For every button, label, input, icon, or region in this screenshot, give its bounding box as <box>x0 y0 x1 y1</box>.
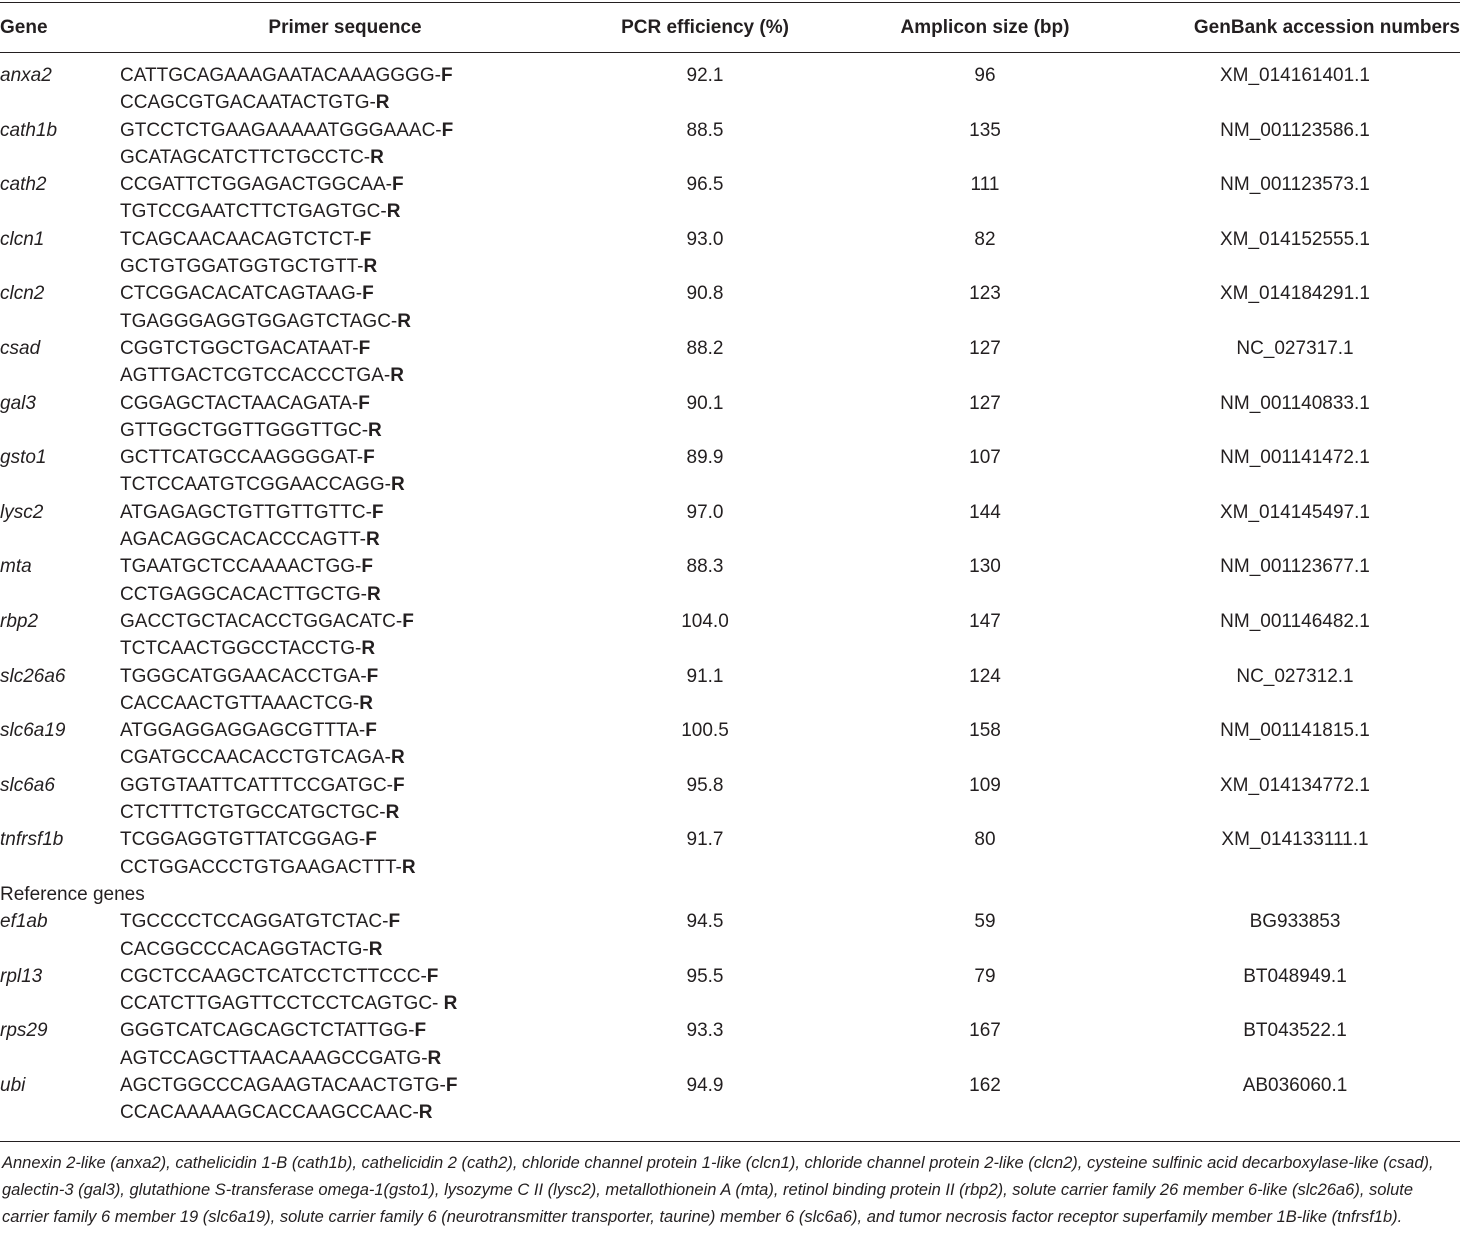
genbank-accession: NC_027312.1 <box>1236 665 1354 687</box>
forward-primer-text: ATGGAGGAGGAGCGTTTA- <box>120 720 366 742</box>
amplicon-size: 124 <box>969 665 1001 687</box>
gene-name: rps29 <box>0 1020 48 1042</box>
forward-primer <box>120 963 570 990</box>
amplicon-size: 59 <box>974 911 996 933</box>
reverse-primer-direction: R <box>363 256 378 278</box>
reverse-primer-text: CCATCTTGAGTTCCTCCTCAGTGC- <box>120 993 444 1015</box>
gene-name: rbp2 <box>0 610 39 632</box>
primer-sequences <box>120 663 570 718</box>
reverse-primer-direction: R <box>401 856 416 878</box>
table-row <box>0 226 1460 281</box>
header-genbank-accession: GenBank accession numbers <box>1193 16 1460 38</box>
table-row <box>0 52 1460 117</box>
genbank-accession: XM_014145497.1 <box>1219 501 1370 523</box>
gene-name: mta <box>0 556 32 578</box>
reverse-primer-text: GCATAGCATCTTCTGCCTC- <box>120 146 371 168</box>
forward-primer <box>120 826 570 853</box>
primer-sequences <box>120 963 570 1018</box>
reverse-primer-direction: R <box>390 747 405 769</box>
gene-name: gal3 <box>0 392 36 414</box>
forward-primer-text: CCGATTCTGGAGACTGGCAA- <box>120 174 392 196</box>
table-row <box>0 280 1460 335</box>
gene-name: slc6a6 <box>0 774 55 796</box>
forward-primer-direction: F <box>358 337 371 359</box>
forward-primer-direction: F <box>414 1020 427 1042</box>
genbank-accession: NM_001123677.1 <box>1220 556 1370 578</box>
primer-table <box>0 3 1460 1127</box>
amplicon-size: 130 <box>969 556 1001 578</box>
forward-primer-direction: F <box>359 228 372 250</box>
primer-sequences <box>120 772 570 827</box>
forward-primer-direction: F <box>358 392 370 414</box>
reverse-primer <box>120 581 570 608</box>
forward-primer <box>120 171 570 198</box>
forward-primer-text: GCTTCATGCCAAGGGGAT- <box>120 447 364 469</box>
header-amplicon-size: Amplicon size (bp) <box>900 16 1070 38</box>
pcr-efficiency: 97.0 <box>686 501 724 523</box>
reverse-primer-text: CCAGCGTGACAATACTGTG- <box>120 92 376 114</box>
gene-name: anxa2 <box>0 65 52 86</box>
genbank-accession: NM_001140833.1 <box>1220 392 1370 414</box>
pcr-efficiency: 94.5 <box>686 911 724 933</box>
header-gene: Gene <box>0 16 48 38</box>
reverse-primer-text: CCTGGACCCTGTGAAGACTTT- <box>120 856 402 878</box>
amplicon-size: 111 <box>970 174 1000 196</box>
forward-primer-text: TGGGCATGGAACACCTGA- <box>120 665 367 687</box>
amplicon-size: 79 <box>974 965 996 987</box>
forward-primer <box>120 608 570 635</box>
forward-primer <box>120 772 570 799</box>
genbank-accession: AB036060.1 <box>1242 1074 1348 1096</box>
pcr-efficiency: 93.3 <box>686 1020 724 1042</box>
genbank-accession: XM_014161401.1 <box>1219 65 1370 86</box>
primer-sequences <box>120 717 570 772</box>
amplicon-size: 123 <box>969 283 1001 305</box>
forward-primer-text: TCGGAGGTGTTATCGGAG- <box>120 829 366 851</box>
primer-sequences <box>120 444 570 499</box>
reverse-primer-direction: R <box>390 365 404 387</box>
gene-name: slc26a6 <box>0 665 66 687</box>
reverse-primer-text: CGATGCCAACACCTGTCAGA- <box>120 747 391 769</box>
primer-sequences <box>120 171 570 226</box>
genbank-accession: BG933853 <box>1249 911 1341 933</box>
table-row <box>0 499 1460 554</box>
reverse-primer <box>120 198 570 225</box>
forward-primer-direction: F <box>361 556 373 578</box>
primer-sequences <box>120 117 570 172</box>
amplicon-size: 80 <box>974 829 996 851</box>
forward-primer-direction: F <box>445 1074 458 1096</box>
reverse-primer-text: GTTGGCTGGTTGGGTTGC- <box>120 419 369 441</box>
pcr-efficiency: 93.0 <box>686 228 724 250</box>
table-row <box>0 963 1460 1018</box>
gene-name: slc6a19 <box>0 720 66 742</box>
reverse-primer <box>120 990 570 1017</box>
reverse-primer <box>120 690 570 717</box>
forward-primer-direction: F <box>365 720 377 742</box>
reverse-primer-direction: R <box>367 583 381 605</box>
forward-primer-direction: F <box>440 65 453 86</box>
genbank-accession: NM_001146482.1 <box>1220 610 1370 632</box>
gene-name: cath2 <box>0 174 47 196</box>
reverse-primer-text: CCTGAGGCACACTTGCTG- <box>120 583 367 605</box>
gene-name: ef1ab <box>0 911 48 933</box>
forward-primer <box>120 553 570 580</box>
forward-primer <box>120 280 570 307</box>
amplicon-size: 109 <box>969 774 1001 796</box>
genbank-accession: NM_001141815.1 <box>1220 720 1370 742</box>
primer-sequences <box>120 499 570 554</box>
reverse-primer-text: TGTCCGAATCTTCTGAGTGC- <box>120 201 387 223</box>
forward-primer <box>120 499 570 526</box>
forward-primer <box>120 117 570 144</box>
reverse-primer-direction: R <box>368 419 382 441</box>
genbank-accession: NM_001123586.1 <box>1220 119 1370 141</box>
forward-primer <box>120 444 570 471</box>
forward-primer-direction: F <box>366 665 379 687</box>
reverse-primer-text: CACGGCCCACAGGTACTG- <box>120 938 369 960</box>
pcr-efficiency: 92.1 <box>686 65 724 86</box>
amplicon-size: 96 <box>974 65 996 86</box>
reverse-primer-direction: R <box>443 993 458 1015</box>
table-row <box>0 717 1460 772</box>
table-row <box>0 335 1460 390</box>
reverse-primer-text: AGTTGACTCGTCCACCCTGA- <box>120 365 391 387</box>
gene-name: clcn2 <box>0 283 45 305</box>
amplicon-size: 107 <box>969 447 1001 469</box>
genbank-accession: BT043522.1 <box>1243 1020 1347 1042</box>
amplicon-size: 82 <box>974 228 996 250</box>
amplicon-size: 127 <box>969 337 1001 359</box>
amplicon-size: 147 <box>969 610 1001 632</box>
pcr-efficiency: 95.5 <box>686 965 724 987</box>
reverse-primer-text: TCTCCAATGTCGGAACCAGG- <box>120 474 391 496</box>
forward-primer-text: TGAATGCTCCAAAACTGG- <box>120 556 362 578</box>
table-row <box>0 772 1460 827</box>
reverse-primer-direction: R <box>418 1102 433 1124</box>
amplicon-size: 162 <box>969 1074 1001 1096</box>
table-row <box>0 1017 1460 1072</box>
primer-sequences <box>120 826 570 881</box>
pcr-efficiency: 88.3 <box>686 556 724 578</box>
reverse-primer-direction: R <box>427 1047 442 1069</box>
forward-primer <box>120 226 570 253</box>
pcr-efficiency: 88.5 <box>686 119 724 141</box>
pcr-efficiency: 89.9 <box>686 447 724 469</box>
primer-sequences <box>120 1072 570 1127</box>
pcr-efficiency: 95.8 <box>686 774 724 796</box>
gene-name: cath1b <box>0 119 58 141</box>
pcr-efficiency: 90.1 <box>686 392 724 414</box>
forward-primer-direction: F <box>363 447 375 469</box>
reverse-primer <box>120 635 570 662</box>
genbank-accession: BT048949.1 <box>1243 965 1347 987</box>
reverse-primer <box>120 253 570 280</box>
genbank-accession: NM_001141472.1 <box>1220 447 1370 469</box>
forward-primer-direction: F <box>371 501 384 523</box>
primer-sequences <box>120 52 570 117</box>
forward-primer-direction: F <box>365 829 377 851</box>
reverse-primer-direction: R <box>385 802 400 824</box>
forward-primer-text: CGGAGCTACTAACAGATA- <box>120 392 359 414</box>
reverse-primer <box>120 417 570 444</box>
genbank-accession: XM_014184291.1 <box>1219 283 1370 305</box>
forward-primer-text: ATGAGAGCTGTTGTTGTTC- <box>120 501 372 523</box>
reverse-primer <box>120 1045 570 1072</box>
reference-genes-row <box>0 881 1460 908</box>
forward-primer-direction: F <box>362 283 374 305</box>
reverse-primer <box>120 144 570 171</box>
reverse-primer-direction: R <box>390 474 405 496</box>
primer-sequences <box>120 908 570 963</box>
forward-primer-direction: F <box>426 965 439 987</box>
forward-primer-direction: F <box>388 911 401 933</box>
header-pcr-efficiency: PCR efficiency (%) <box>621 16 789 38</box>
table-row <box>0 608 1460 663</box>
gene-name: tnfrsf1b <box>0 829 64 851</box>
reverse-primer <box>120 526 570 553</box>
gene-name: lysc2 <box>0 501 44 523</box>
primer-sequences <box>120 390 570 445</box>
gene-name: csad <box>0 337 41 359</box>
reverse-primer-text: CTCTTTCTGTGCCATGCTGC- <box>120 802 386 824</box>
forward-primer-text: AGCTGGCCCAGAAGTACAACTGTG- <box>120 1074 446 1096</box>
forward-primer-text: GACCTGCTACACCTGGACATC- <box>120 610 403 632</box>
table-row <box>0 826 1460 881</box>
amplicon-size: 158 <box>969 720 1001 742</box>
pcr-efficiency: 104.0 <box>681 610 729 632</box>
pcr-efficiency: 91.1 <box>686 665 724 687</box>
forward-primer-text: TGCCCCTCCAGGATGTCTAC- <box>120 911 389 933</box>
forward-primer-direction: F <box>441 119 454 141</box>
forward-primer-text: GGGTCATCAGCAGCTCTATTGG- <box>120 1020 415 1042</box>
table-footnote: Annexin 2-like (anxa2), cathelicidin 1-B (cath1b), cathelicidin 2 (cath2), chloride channel protein 1-like (clcn1), chloride channel protein 2-like (clcn2), cysteine sulfinic acid decarboxylase-like (csad), galectin-3 (gal3), glutathione S-transferase omega-1(gsto1), lysozyme C II (lysc2), metallothionein A (mta), retinol binding protein II (rbp2), solute carrier family 26 member 6-like (slc26a6), solute carrier family 6 member 19 (slc6a19), solute carrier family 6 (neurotransmitter transporter, taurine) member 6 (slc6a6), and tumor necrosis factor receptor superfamily member 1B-like (tnfrsf1b). <box>2 1154 1434 1226</box>
genbank-accession: XM_014134772.1 <box>1219 774 1370 796</box>
forward-primer <box>120 717 570 744</box>
forward-primer-text: CTCGGACACATCAGTAAG- <box>120 283 363 305</box>
forward-primer <box>120 908 570 935</box>
reverse-primer <box>120 89 570 116</box>
amplicon-size: 167 <box>969 1020 1001 1042</box>
forward-primer <box>120 335 570 362</box>
pcr-efficiency: 100.5 <box>681 720 729 742</box>
reverse-primer <box>120 1099 570 1126</box>
gene-name: ubi <box>0 1074 26 1096</box>
pcr-efficiency: 96.5 <box>686 174 724 196</box>
forward-primer <box>120 663 570 690</box>
forward-primer <box>120 62 570 89</box>
reverse-primer-text: CCACAAAAAGCACCAAGCCAAC- <box>120 1102 419 1124</box>
forward-primer-text: CGCTCCAAGCTCATCCTCTTCCC- <box>120 965 427 987</box>
reverse-primer-direction: R <box>370 146 384 168</box>
reverse-primer <box>120 799 570 826</box>
table-row <box>0 908 1460 963</box>
forward-primer <box>120 390 570 417</box>
primer-sequences <box>120 553 570 608</box>
genbank-accession: XM_014133111.1 <box>1221 829 1369 851</box>
reverse-primer-direction: R <box>368 938 383 960</box>
gene-name: clcn1 <box>0 228 45 250</box>
reverse-primer-text: CACCAACTGTTAAACTCG- <box>120 692 360 714</box>
forward-primer-text: GTCCTCTGAAGAAAAATGGGAAAC- <box>120 119 442 141</box>
forward-primer-direction: F <box>391 174 404 196</box>
genbank-accession: NM_001123573.1 <box>1220 174 1370 196</box>
primer-sequences <box>120 335 570 390</box>
table-row <box>0 390 1460 445</box>
reverse-primer-direction: R <box>361 638 376 660</box>
reverse-primer-text: TGAGGGAGGTGGAGTCTAGC- <box>120 310 398 332</box>
forward-primer-text: CATTGCAGAAAGAATACAAAGGGG- <box>120 65 441 86</box>
amplicon-size: 127 <box>969 392 1001 414</box>
table-row <box>0 171 1460 226</box>
reverse-primer <box>120 854 570 881</box>
primer-sequences <box>120 280 570 335</box>
gene-name: gsto1 <box>0 447 47 469</box>
amplicon-size: 135 <box>969 119 1001 141</box>
pcr-efficiency: 90.8 <box>686 283 724 305</box>
pcr-efficiency: 91.7 <box>686 829 724 851</box>
forward-primer-direction: F <box>393 774 405 796</box>
table-bottom-rule <box>0 1141 1460 1142</box>
reference-genes-label: Reference genes <box>0 883 145 905</box>
table-header-row <box>0 3 1460 52</box>
gene-name: rpl13 <box>0 965 43 987</box>
forward-primer-text: TCAGCAACAACAGTCTCT- <box>120 228 360 250</box>
primer-sequences <box>120 226 570 281</box>
reverse-primer-direction: R <box>386 201 401 223</box>
table-row <box>0 663 1460 718</box>
reverse-primer <box>120 744 570 771</box>
primer-sequences <box>120 1017 570 1072</box>
forward-primer <box>120 1072 570 1099</box>
forward-primer <box>120 1017 570 1044</box>
reverse-primer-direction: R <box>397 310 411 332</box>
primer-sequences <box>120 608 570 663</box>
forward-primer-text: GGTGTAATTCATTTCCGATGC- <box>120 774 394 796</box>
table-row <box>0 444 1460 499</box>
header-primer-sequence: Primer sequence <box>268 16 422 38</box>
reverse-primer-text: GCTGTGGATGGTGCTGTT- <box>120 256 364 278</box>
forward-primer-text: CGGTCTGGCTGACATAAT- <box>120 337 359 359</box>
genbank-accession: NC_027317.1 <box>1236 337 1354 359</box>
reverse-primer <box>120 308 570 335</box>
reverse-primer-direction: R <box>359 692 373 714</box>
reverse-primer <box>120 362 570 389</box>
amplicon-size: 144 <box>969 501 1001 523</box>
reverse-primer-text: TCTCAACTGGCCTACCTG- <box>120 638 362 660</box>
genbank-accession: XM_014152555.1 <box>1219 228 1370 250</box>
reverse-primer <box>120 936 570 963</box>
reverse-primer-text: AGTCCAGCTTAACAAAGCCGATG- <box>120 1047 428 1069</box>
reverse-primer-direction: R <box>375 92 390 114</box>
table-row <box>0 553 1460 608</box>
table-row <box>0 1072 1460 1127</box>
pcr-efficiency: 94.9 <box>686 1074 724 1096</box>
reverse-primer-text: AGACAGGCACACCCAGTT- <box>120 529 366 551</box>
forward-primer-direction: F <box>402 610 414 632</box>
table-row <box>0 117 1460 172</box>
reverse-primer <box>120 471 570 498</box>
reverse-primer-direction: R <box>365 529 380 551</box>
pcr-efficiency: 88.2 <box>686 337 724 359</box>
